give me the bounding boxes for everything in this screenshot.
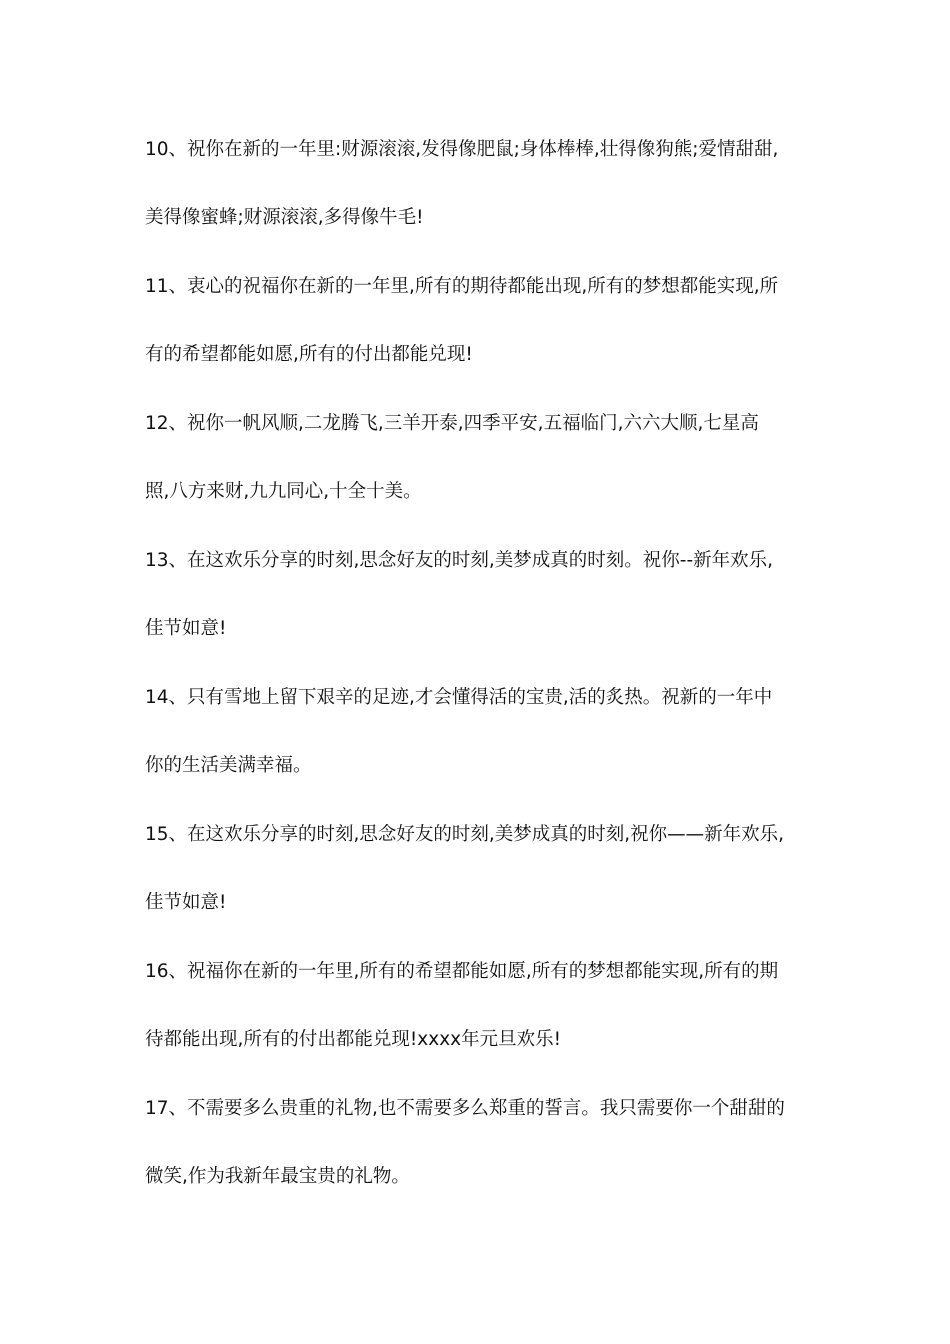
paragraph-line: 16、祝福你在新的一年里,所有的希望都能如愿,所有的梦想都能实现,所有的期 — [145, 961, 779, 982]
paragraph-line: 待都能出现,所有的付出都能兑现!xxxx年元旦欢乐! — [145, 1029, 562, 1050]
paragraph-line: 美得像蜜蜂;财源滚滚,多得像牛毛! — [145, 207, 424, 228]
paragraph-line: 有的希望都能如愿,所有的付出都能兑现! — [145, 344, 473, 365]
paragraph-11 — [145, 270, 815, 372]
paragraph-15 — [145, 818, 815, 920]
paragraph-line: 你的生活美满幸福。 — [145, 755, 312, 776]
paragraph-14 — [145, 681, 815, 783]
paragraph-line: 11、衷心的祝福你在新的一年里,所有的期待都能出现,所有的梦想都能实现,所 — [145, 276, 779, 297]
paragraph-line: 15、在这欢乐分享的时刻,思念好友的时刻,美梦成真的时刻,祝你——新年欢乐, — [145, 824, 785, 845]
paragraph-12 — [145, 407, 815, 509]
paragraph-line: 佳节如意! — [145, 618, 227, 639]
paragraph-line: 微笑,作为我新年最宝贵的礼物。 — [145, 1166, 410, 1187]
paragraph-line: 14、只有雪地上留下艰辛的足迹,才会懂得活的宝贵,活的炙热。祝新的一年中 — [145, 687, 773, 708]
paragraph-line: 17、不需要多么贵重的礼物,也不需要多么郑重的誓言。我只需要你一个甜甜的 — [145, 1098, 785, 1119]
paragraph-line: 13、在这欢乐分享的时刻,思念好友的时刻,美梦成真的时刻。祝你--新年欢乐, — [145, 550, 774, 571]
paragraph-line: 12、祝你一帆风顺,二龙腾飞,三羊开泰,四季平安,五福临门,六六大顺,七星高 — [145, 413, 759, 434]
paragraph-16 — [145, 955, 815, 1057]
paragraph-13 — [145, 544, 815, 646]
paragraph-17 — [145, 1092, 815, 1194]
paragraph-10 — [145, 133, 815, 235]
paragraph-line: 10、祝你在新的一年里:财源滚滚,发得像肥鼠;身体棒棒,壮得像狗熊;爱情甜甜, — [145, 139, 779, 160]
paragraph-line: 照,八方来财,九九同心,十全十美。 — [145, 481, 422, 502]
paragraph-line: 佳节如意! — [145, 892, 227, 913]
